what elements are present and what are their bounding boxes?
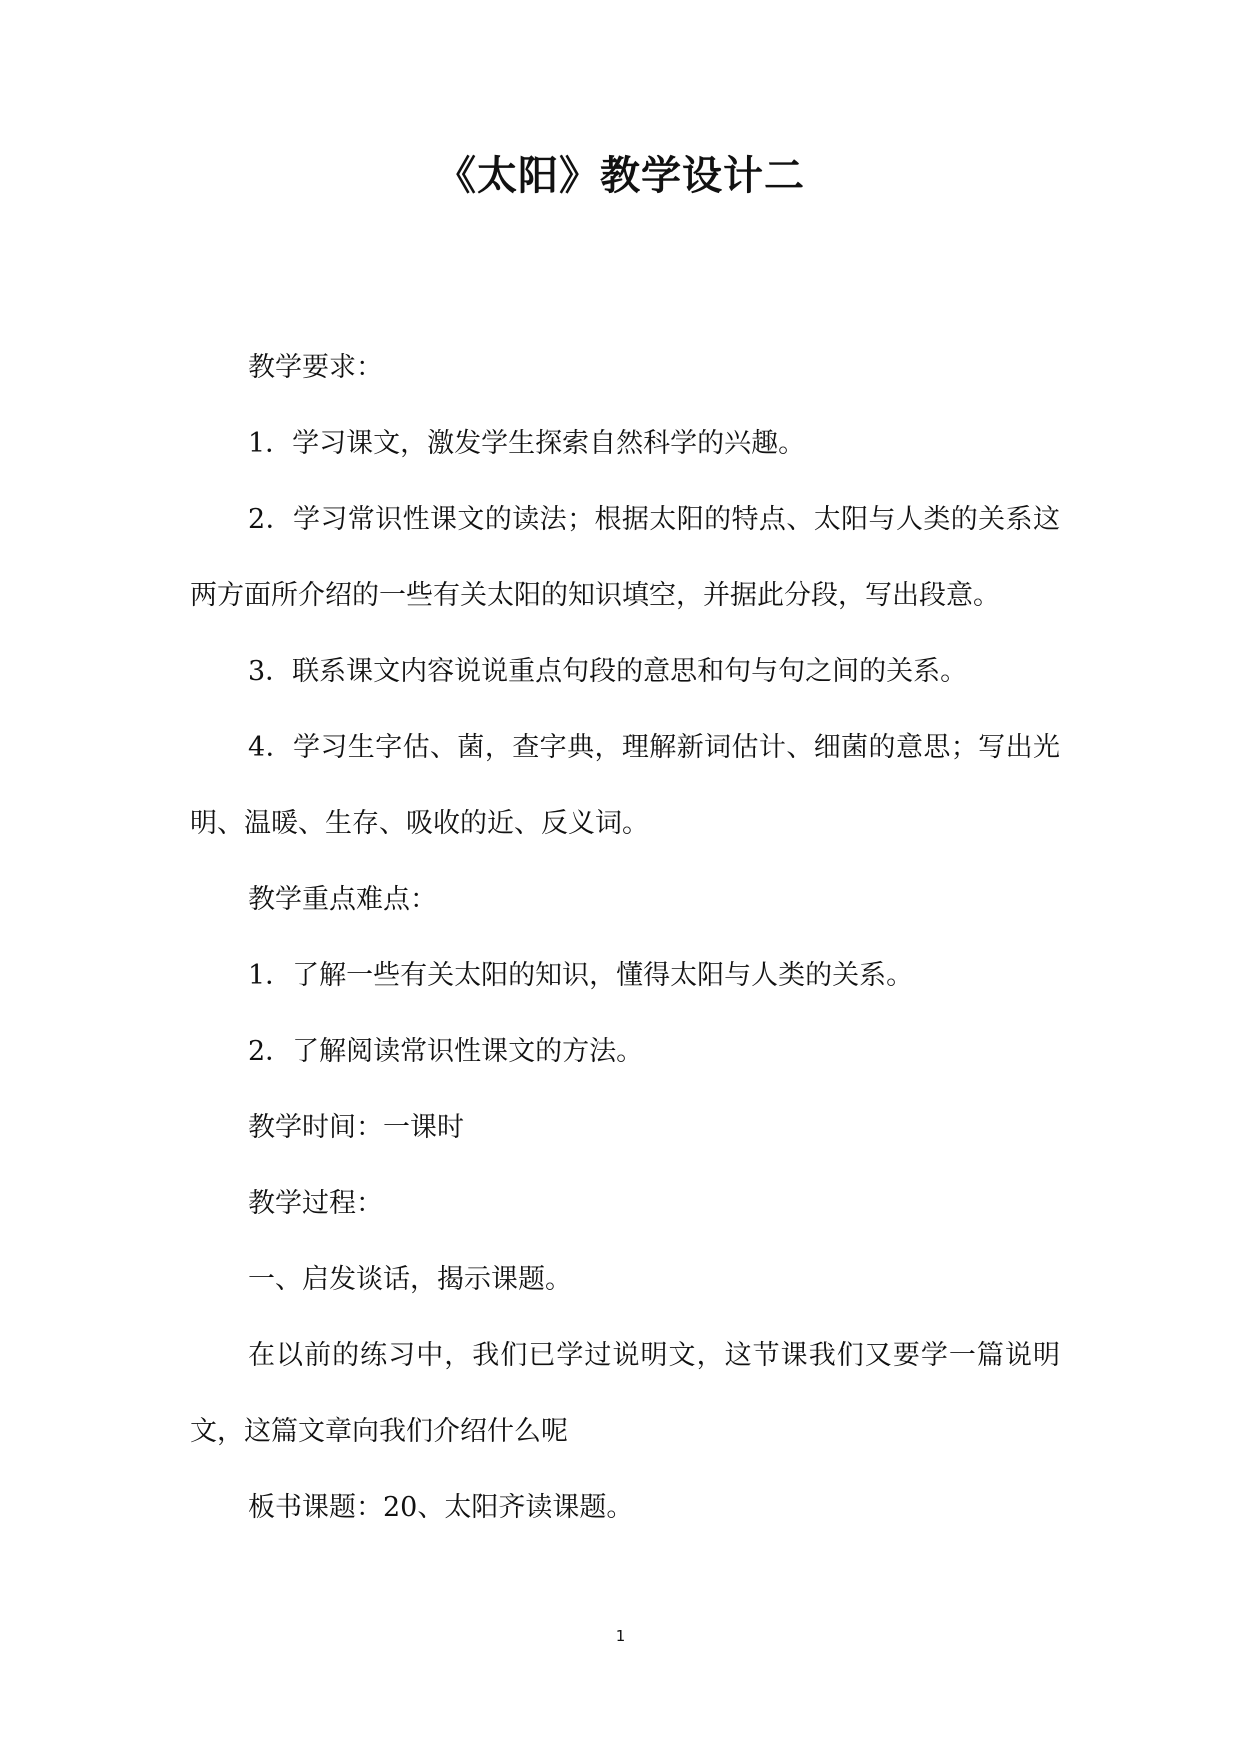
paragraph: 教学过程： bbox=[248, 1188, 383, 1219]
document-title: 《太阳》教学设计二 bbox=[436, 153, 805, 199]
page-number: 1 bbox=[615, 1627, 626, 1645]
paragraph: 1．学习课文，激发学生探索自然科学的兴趣。 bbox=[248, 428, 806, 459]
paragraph: 教学重点难点： bbox=[248, 884, 437, 915]
paragraph: 2．了解阅读常识性课文的方法。 bbox=[248, 1036, 644, 1067]
paragraph: 3．联系课文内容说说重点句段的意思和句与句之间的关系。 bbox=[248, 656, 968, 687]
paragraph: 板书课题：20、太阳齐读课题。 bbox=[248, 1492, 634, 1523]
paragraph: 教学要求： bbox=[248, 352, 383, 383]
paragraph: 教学时间：一课时 bbox=[248, 1112, 464, 1143]
paragraph: 一、启发谈话，揭示课题。 bbox=[248, 1264, 572, 1295]
paragraph: 4．学习生字估、菌，查字典，理解新词估计、细菌的意思；写出光明、温暖、生存、吸收的近、反义词。 bbox=[190, 732, 1060, 839]
document-body bbox=[190, 330, 1060, 1546]
paragraph: 1．了解一些有关太阳的知识，懂得太阳与人类的关系。 bbox=[248, 960, 914, 991]
paragraph: 2．学习常识性课文的读法；根据太阳的特点、太阳与人类的关系这两方面所介绍的一些有关太阳的知识填空，并据此分段，写出段意。 bbox=[190, 504, 1060, 611]
paragraph: 在以前的练习中，我们已学过说明文，这节课我们又要学一篇说明文，这篇文章向我们介绍什么呢 bbox=[190, 1340, 1060, 1447]
